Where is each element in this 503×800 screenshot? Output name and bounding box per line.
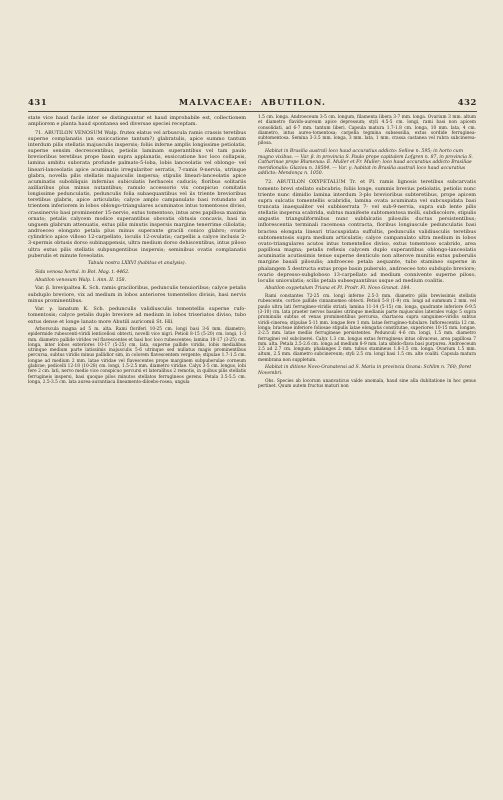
header-rule [28, 111, 477, 112]
variety-beta: Var. β. brevipaltea K. Sch. ramis graciloribus, pedunculis tenuioribus; calyce petalis subduplo breviore, vix ad medium in lobos anteriores tomentellos divisis, basi nervis minus prominentibus. [28, 285, 246, 304]
plate-reference: Tabula nostra LXXVI (habitus et analysis). [87, 261, 186, 267]
synonym-citation: Sida venosa hortul. in Bot. Mag. t. 4462. [35, 269, 130, 275]
left-column [28, 115, 246, 388]
species-72-description: 72. ABUTILON OXYPETALUM Tr. et Pl. ramis lignosis teretibus subcarvatis tomento brevi stellato subcabris; foliis longe, summis brevius petiolatis, petiolis nunc triente nunc dimidio lamina interdum 3-plo brevioribus subteretibus, prope apicem supra sulcatis tomentellis scabridis, lamina ovata acuminata vel subcuspidata basi truncata inaequaliter vel subbiserrata 7- vel sub-9-nervia, supra sub lente pilis stellatis inspersa scabrida, subtus manifeste subtomentosa molli, subdiscolore, stipulis angustis trianguliformibus nunc subfalcatis pilosulis ductus persistentibus; inflorescentia terminali racemosa contracta, floribus longiuscule pedunculatis basi bractea elongata lineari triacuspidata suffultis, pedunculis validiusculis teretibus subtomentosis supra medium articulatis; calyce campanulato ultra medium in lobos ovato-triangulares acutos intus tomentellos diviso, extus tomentoso scabrido, area papillosa magna; petalis reflexis calycem duplo superantibus oblongo-lanceolatis acuminatis acutissimis tenue superne denticulo non alterove munitis extus puberulis margine basali pilosulis; androeceo petala aequante, tubo stamineo superne in phalangem 5 destructa extus prope basin puberulo, androeceo toto subduplo breviore; ovario depresso-subgloboso 13-carpellato ad medium connivente superne piloso, loculis uniovulatis; scilis petala subsequantibus usque ad medium coalitis. [258, 179, 477, 284]
variety-gamma: Var. γ. lanatum K. Sch. pedunculis validiusculis tomentellis superne rufo-tomentosis; calyce petalis duplo breviore ad medium in lobos triseriatos diviso, tubo extus dense et longe lanato more Abutili auricomii St. Hil. [28, 306, 246, 325]
paragraph-continuation: state vice haud facile inter se distinguuntur et haud improbabile est, collectionem ampliorem e planta haud spontanea sed diversae speciei receptam. [28, 115, 246, 128]
species-71-description: 71. ABUTILON VENOSUM Walp. frutex elatus vel arbuscula ramis crassis teretibus superne complanatis (an exsiccatione tantum?) glabratulis, apice summo tantum interdum pilis stellatis majusculis inspersis; foliis inferne amplis longissime petiolatis, superne sensim decrescentibus, petiolis laminam superantibus vel tam paulo brevioribus teretibus prope basin supra applanatis, exsiccatione hoc loco collapsis, lamina ambitu suborata profunde palmato-5-loba, lobis lanceolatis vel oblongo- vel lineari-lanceolatis apice acuminatis irregulariter serratis, 7-ramis 9-nervia, utrinque glabra, novella pilis stellatis majusculis inspersa; stipulis lineari-lanceolatis apice acuminatis subobliquis infernius subiculatis herbaceis caducis; floribus solitariis axillaribus plus minus nutantibus; ramulo accessorio vix conspicuo comitatis longissime pedunculatis, pedunculis folia subaequantibus vel iis triente brevioribus teretibus glabris, apice articulatis; calyce amplo campanulato basi rotundato ad trientem inferiorem in lobos oblongo-triangulares acuminatos intus tomentosos diviso, crassinervio basi prominenter 15-nervio, extus tomentoso, intus ares papillosa maxima ornato; petalis calycem modice superantibus obovatis obtusis concavis, basi in unguem glabrum attenuatis, extus pilis minutis inspersis margine tenerrime ciliolatis; androeceo elongato petala plus minus superante gracili conico glabro; ovario cylindrico apice villoso 12-carpellato, loculis 12-ovulatis; carpellis a calyce inclusis 2-3-spermis obtusis dorso subinappensis, ultra medium dorso dehiscentibus, intus piloso ultra extus pilis stellatis subpungentibus inspersis; seminibus ovatis complanatis puberulis et minute foveolatis. [28, 129, 246, 259]
species-71-habitat: Habitat in Brasilia australi loco haud accuratius addicto: Sellow n. 595; in horto cum magno vixibus. — Var. β. in provincia S. Paulo prope capitalem Lofgren n. 87, in provincia S. Catharinae prope Blumenau: E. Muller et Fr. Muller; loco haud accuratius addicto Brasiliae meridionalis: Glaziou n. 18504. — Var. γ. habitat in Brasilia australi loco haud accuratius addicto: Mendonça n. 1050. [258, 149, 473, 177]
synonym-citation: Abutilon oxypetalum Triana et Pl. Prodr. Fl. Novo Granat. 184. [265, 286, 411, 292]
synonym-citation: Abutilon venosum Walp. l. Ann. II. 158. [35, 277, 127, 283]
species-72-measurements: Rami constantes 72-25 cm. longi inferne 2.5-3 mm. diametro pilis brevissimis stellatis rubescente, cortice pallide cinnamomeo obtecti. Petioli 5-8 (1-9) cm. longi ad summum 2 mm. vel paulo ultra lati ferrugineo-viridis striati; lamina 11-14 (5-15) cm. longa, quadrante inferiore 6-9.5 (3-10) cm. lata praeter nervos basales utrinque medianis parte majusculos laterales vulgo 5 supra prominulis subtus et venas prominentibus percursa, chartacea supra sanguineo-viridis subtus viridi-cinerea; stipulae 5-11 mm. longae fere 1 mm. latae ferrugineo-tubulare. Inflorescentia 12 cm. longa; bracteae inferiore foliosae stipulis latae elongatis constitutae, superiores 10-15 mm. longae, 2-2.5 mm. latae mediis ferrugineae persistentes. Pedunculi 4-6 cm. longi, 1.5 mm. diametro ferruginei vel subcinerei. Calyx 1.3 cm. longus extus ferrugineus intus olivaceus, area papillosa 7 mm. alta. Petala 2.5-2.6 cm. longa ad medium 8-9 mm. lata sibido-flava basi purpurea. Androeceum 2.5 ad 2.7 cm. longum; phalanges 2 mm. tubus stamineus 1.8-1.5 cm. longa. Ovarium 1.5 mm. altum, 2.5 mm. diametro subcinereum; styli 2.5 cm. longi basi 1.5 cm. alte coaliti. Capsula matura membrana non suppletum. [258, 294, 476, 363]
species-71-measurements: Arborscula magna ad 5 m. alta. Rami floriferi 10-25 cm. longi basi 3-6 mm. diametro, epidermide rubescenti-viridi lenticellosi obtecti, novelli vice nigri. Petioli 8-15 (5-20) cm. longi, 1-3 mm. diametro pallide virides vel flavescentes et basi hoc loco rubescentes; lamina 10-17 (3-25) cm. longa, inter lobos exteriores 10-17 (5-25) cm. lata, superne pallide viridis, lobis medialibus utrinque medium parte latissimis majusculis 5-6 utrinque sed nullatus magis prominentibus percursa, subtus viridis minus pallidior sim, in colorem flavescentem vergente; stipulae 1.7-1.5 cm. longae ad medium 2 mm. latae viridae vel flavescentes prope marginem subpuberulae corneum glabrae; pedicelli 12-18 (10-28) cm. longi, 1.5-2.5 mm. diametro viridae. Calyx 3-5 cm. longus, lobi fere 2 cm. lati, nervo medio vice conspicuo percursi et lateralibus 2 remotis, in quibus pilis stellatis ferrugineis inspersi, basi quoque pilos minutos stellatos ferrugineos gerens. Petala 3.5-5.5 cm. longa, 2.5-3.5 cm. lata aurea-aurantiaca lineamento-diloebo-rosea, ungula [28, 326, 246, 385]
page-number-left: 431 [28, 97, 48, 107]
page-number-right: 432 [457, 97, 477, 107]
species-71-measurements-cont: 1.5 cm. longa. Androeceum 3-5 cm. longum, filamenta libera 3-7 mm. longa. Ovarium 3 mm. altum et diametro flavido-aureum apice depressum; styli 4.5-5 cm. longi, rami basi non apicem consolidati, ad 6-7 mm. tantum liberi. Capsula matura 1.7-1.8 cm. longa, 10 mm. lata, 4 cm. diametro, intus aureo-tomentosa; carpella tegmina subsessilia, extus sordide ferruginea-subtomentosa. Semina 3-3.5 mm. longa, 3 mm. lata, 1 mm. crassa castanea vel rubra subcinerea-pilosa. [258, 115, 476, 147]
running-title-genus: ABUTILON. [261, 97, 327, 107]
running-title [179, 97, 326, 107]
species-72-observation: Obs. Species ab locorum unanvaticus valde anomala, haud sine alla dubitatione in hoc genus pertinet. Quum autem fructus maturi non [258, 378, 476, 390]
right-column [258, 115, 476, 392]
running-header [28, 97, 477, 109]
running-title-family: MALVACEAE: [178, 97, 253, 107]
species-72-habitat: Habitat in ditione Novo-Granatensi ad S. Maria in provincia Ocana: Schlim n. 760; floret Novembri. [258, 365, 472, 376]
